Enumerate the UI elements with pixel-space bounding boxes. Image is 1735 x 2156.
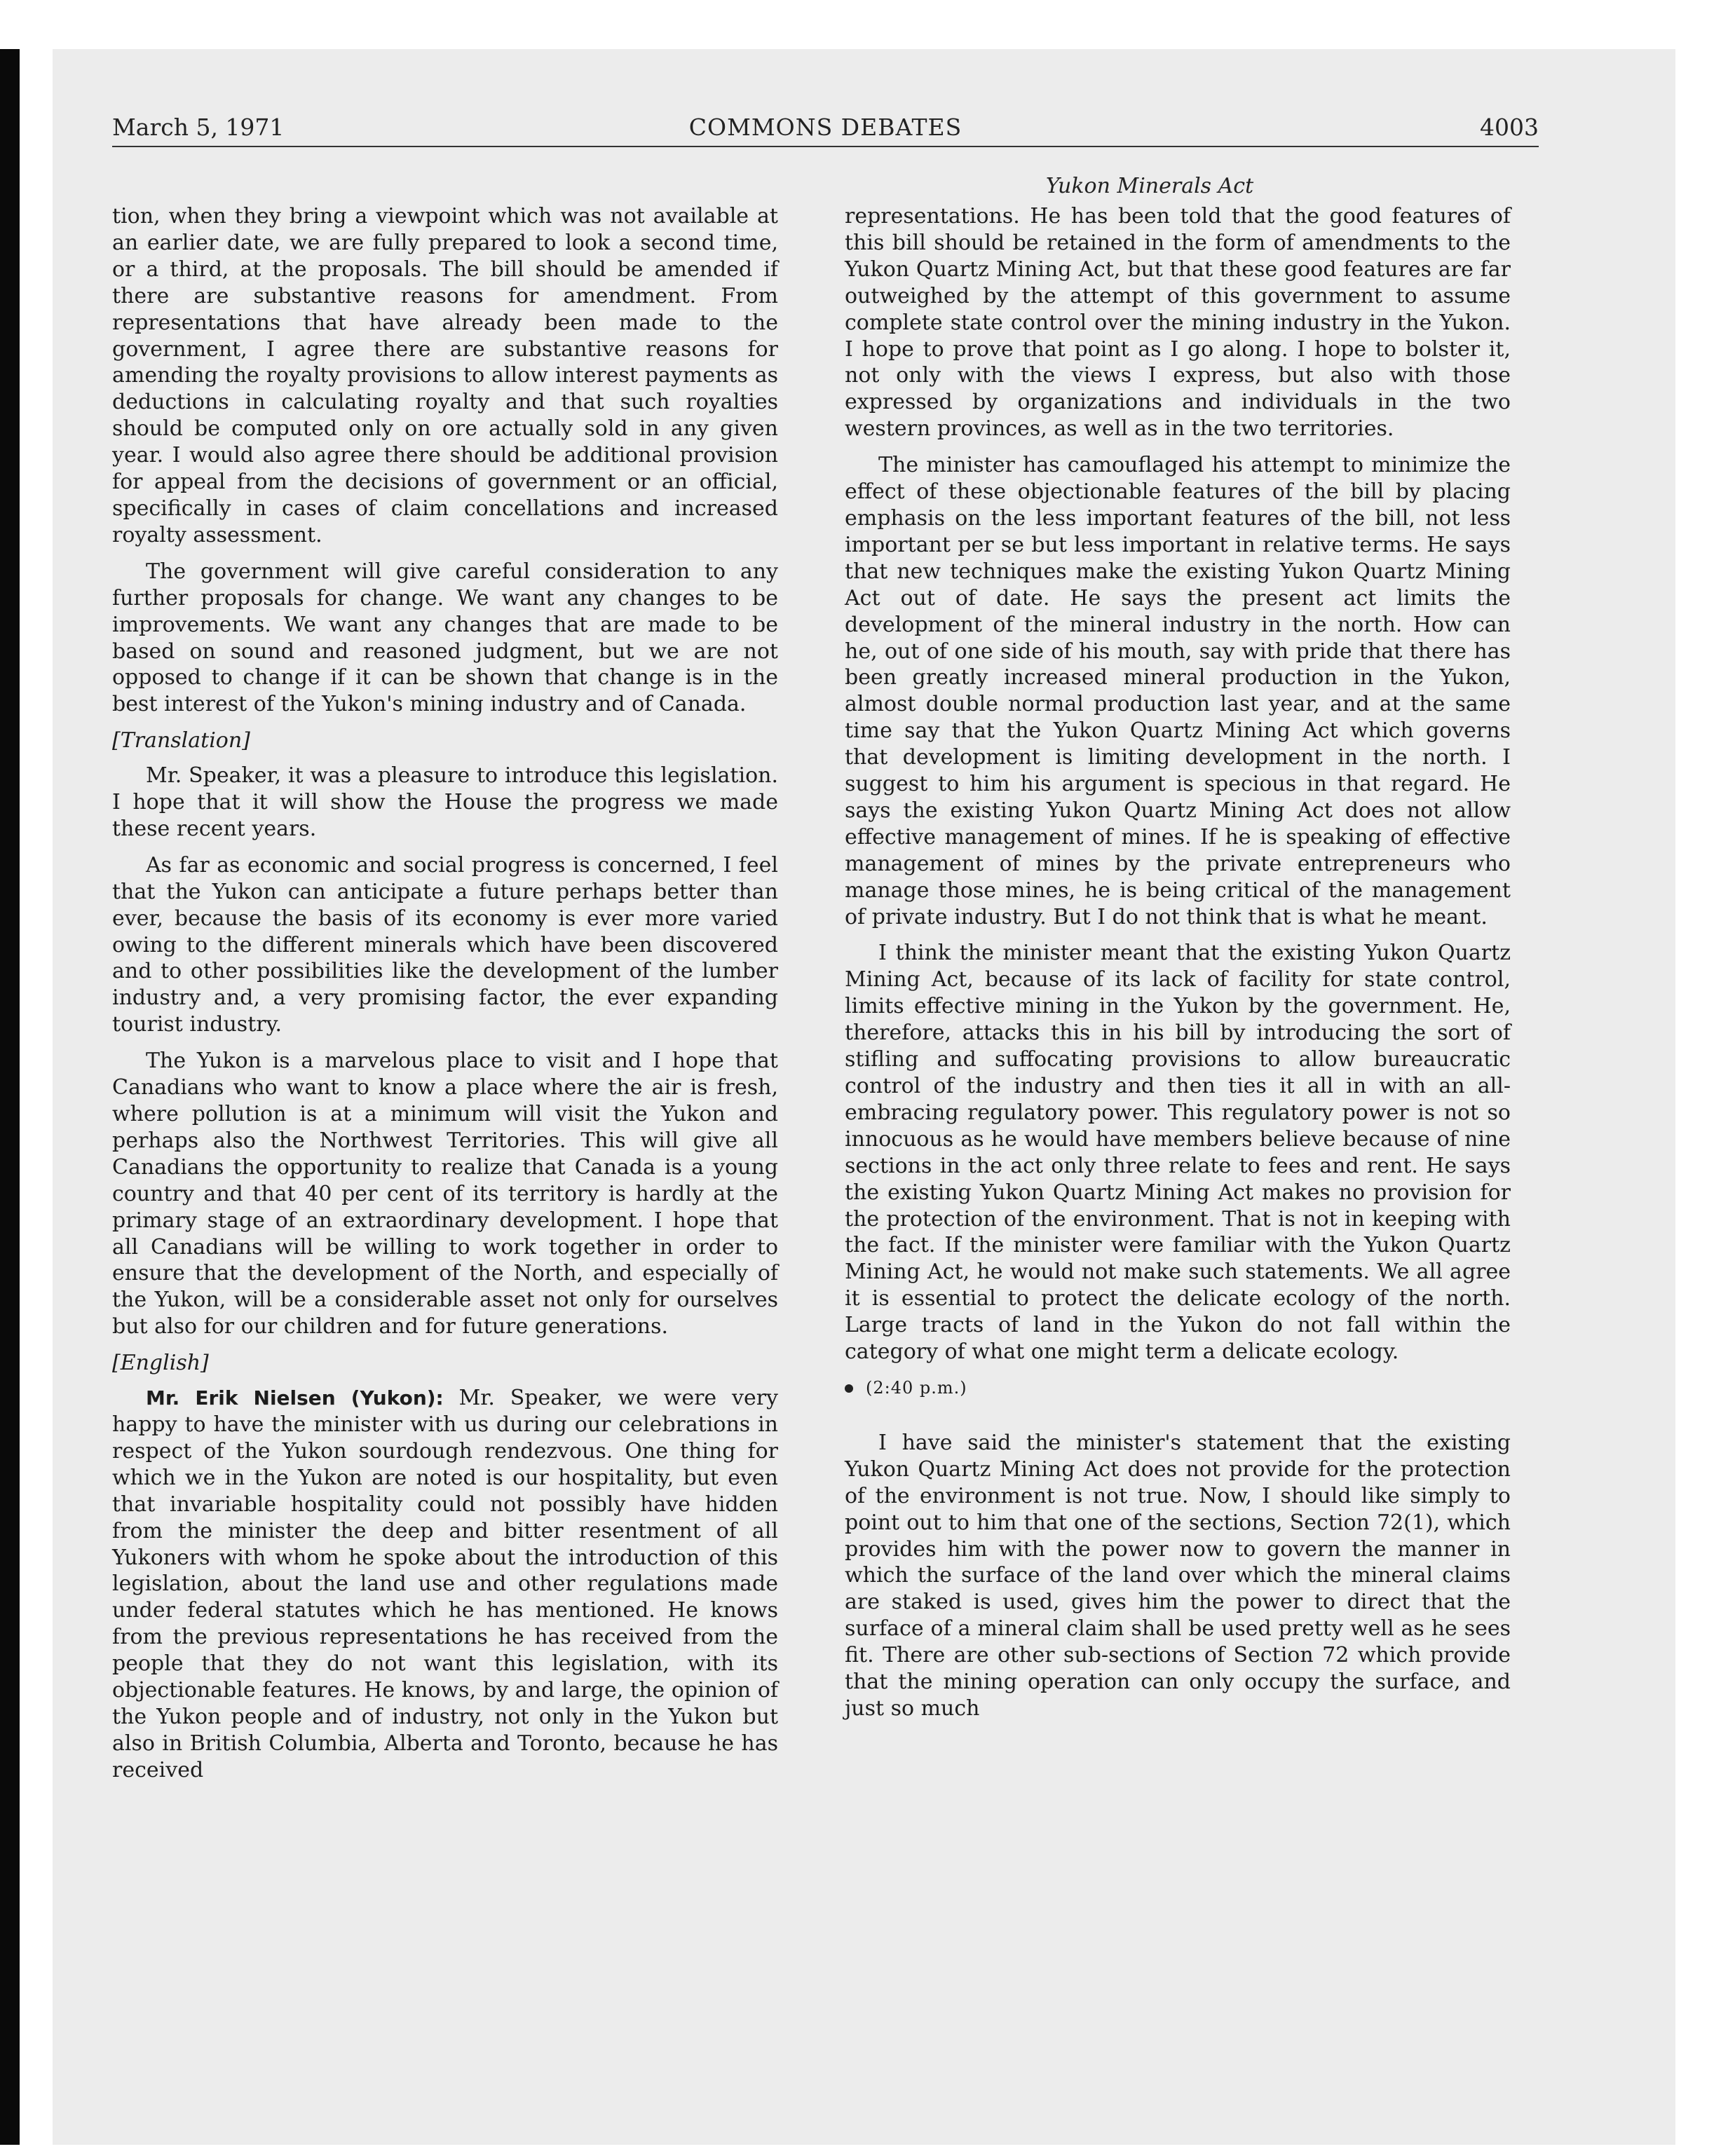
left-column [112,203,778,1794]
paragraph: As far as economic and social progress is concerned, I feel that the Yukon can anticipate a future perhaps better than ever, because the basis of its economy is ever more varied owing to the different minerals which have been discovered and to other possibilities like the development of the lumber industry and, a very promising factor, the ever expanding tourist industry. [112,852,778,1037]
running-header [112,112,1539,147]
translation-label: [Translation] [112,728,250,753]
header-page-number: 4003 [1480,114,1539,141]
paragraph: I think the minister meant that the existing Yukon Quartz Mining Act, because of its lack of facility for state control, limits effective mining in the Yukon by the government. He, therefore, attacks this in his bill by introducing the sort of stifling and suffocating provisions to allow bureaucratic control of the industry and then ties it all in with an all-embracing regulatory power. This regulatory power is not so innocuous as he would have members believe because of nine sections in the act only three relate to fees and rent. He says the existing Yukon Quartz Mining Act makes no provision for the protection of the environment. That is not in keeping with the fact. If the minister were familiar with the Yukon Quartz Mining Act, he would not make such statements. We all agree it is essential to protect the delicate ecology of the north. Large tracts of land in the Yukon do not fall within the category of what one might term a delicate ecology. [845,941,1511,1365]
scan-edge [0,0,53,2156]
speech-paragraph [112,1385,778,1784]
paragraph: The government will give careful consideration to any further proposals for change. We want any changes to be improvements. We want any changes that are made to be based on sound and reasoned judgment, but we are not opposed to change if it can be shown that change is in the best interest of the Yukon's mining industry and of Canada. [112,559,778,717]
speaker-name: Mr. Erik Nielsen (Yukon): [146,1386,444,1410]
english-label: [English] [112,1351,209,1376]
paragraph: I have said the minister's statement that the existing Yukon Quartz Mining Act does not provide for the protection of the environment is not true. Now, I should like simply to point out to him that one of the sections, Section 72(1), which provides him with the power now to govern the manner in which the surface of the land over which the mineral claims are staked is used, gives him the power to direct that the surface of a mineral claim shall be used pretty well as he sees fit. There are other sub-sections of Section 72 which provide that the mining operation can only occupy the surface, and just so much [845,1430,1511,1721]
speech-text: Mr. Speaker, we were very happy to have the minister with us during our celebrations in respect of the Yukon sourdough rendezvous. One thing for which we in the Yukon are noted is our hospitality, but even that invariable hospitality could not possibly have hidden from the minister the deep and bitter resentment of all Yukoners with whom he spoke about the introduction of this legislation, about the land use and other regulations made under federal statutes which he has mentioned. He knows from the previous representations he has received from the people that they do not want this legislation, with its objectionable features. He knows, by and large, the opinion of the Yukon people and of industry, not only in the Yukon but also in British Columbia, Alberta and Toronto, because he has received [112,1386,778,1782]
bullet-icon [845,1384,853,1393]
time-text: (2:40 p.m.) [866,1377,967,1398]
scan-shadow-bar [0,49,20,2145]
paragraph: The Yukon is a marvelous place to visit and I hope that Canadians who want to know a place where the air is fresh, where pollution is at a minimum will visit the Yukon and perhaps also the Northwest Territories. This will give all Canadians the opportunity to realize that Canada is a young country and that 40 per cent of its territory is hardly at the primary stage of an extraordinary development. I hope that all Canadians will be willing to work together in order to ensure that the development of the North, and especially of the Yukon, will be a considerable asset not only for ourselves but also for our children and for future generations. [112,1049,778,1339]
header-date: March 5, 1971 [112,114,285,141]
paragraph: tion, when they bring a viewpoint which was not available at an earlier date, we are fully prepared to look a second time, or a third, at the proposals. The bill should be amended if there are substantive reasons for amendment. From representations that have already been made to the government, I agree there are substantive reasons for amending the royalty provisions to allow interest payments as deductions in calculating royalty and that such royalties should be computed only on ore actually sold in any given year. I would also agree there should be additional provision for appeal from the decisions of government or an official, specifically in cases of claim concellations and increased royalty assessment. [112,204,778,547]
right-column [845,203,1511,1732]
act-title: Yukon Minerals Act [1045,174,1254,198]
time-marker [845,1375,1511,1402]
paragraph: Mr. Speaker, it was a pleasure to introduce this legislation. I hope that it will show the House the progress we made these recent years. [112,763,778,841]
paragraph: representations. He has been told that the good features of this bill should be retained in the form of amendments to the Yukon Quartz Mining Act, but that these good features are far outweighed by the attempt of this government to assume complete state control over the mining industry in the Yukon. I hope to prove that point as I go along. I hope to bolster it, not only with the views I express, but also with those expressed by organizations and individuals in the two western provinces, as well as in the two territories. [845,204,1511,442]
header-publication: COMMONS DEBATES [688,114,962,141]
paragraph: The minister has camouflaged his attempt to minimize the effect of these objectionable features of the bill by placing emphasis on the less important features of the bill, not less important per se but less important in relative terms. He says that new techniques make the existing Yukon Quartz Mining Act out of date. He says the present act limits the development of the mineral industry in the north. How can he, out of one side of his mouth, say with pride that there has been greatly increased mineral production in the Yukon, almost double normal production last year, and at the same time say that the Yukon Quartz Mining Act which governs that development is limiting development in the north. I suggest to him his argument is specious in that regard. He says the existing Yukon Quartz Mining Act does not allow effective management of mines. If he is speaking of effective management of mines by the private entrepreneurs who manage those mines, he is being critical of the management of private industry. But I do not think that is what he meant. [845,453,1511,929]
